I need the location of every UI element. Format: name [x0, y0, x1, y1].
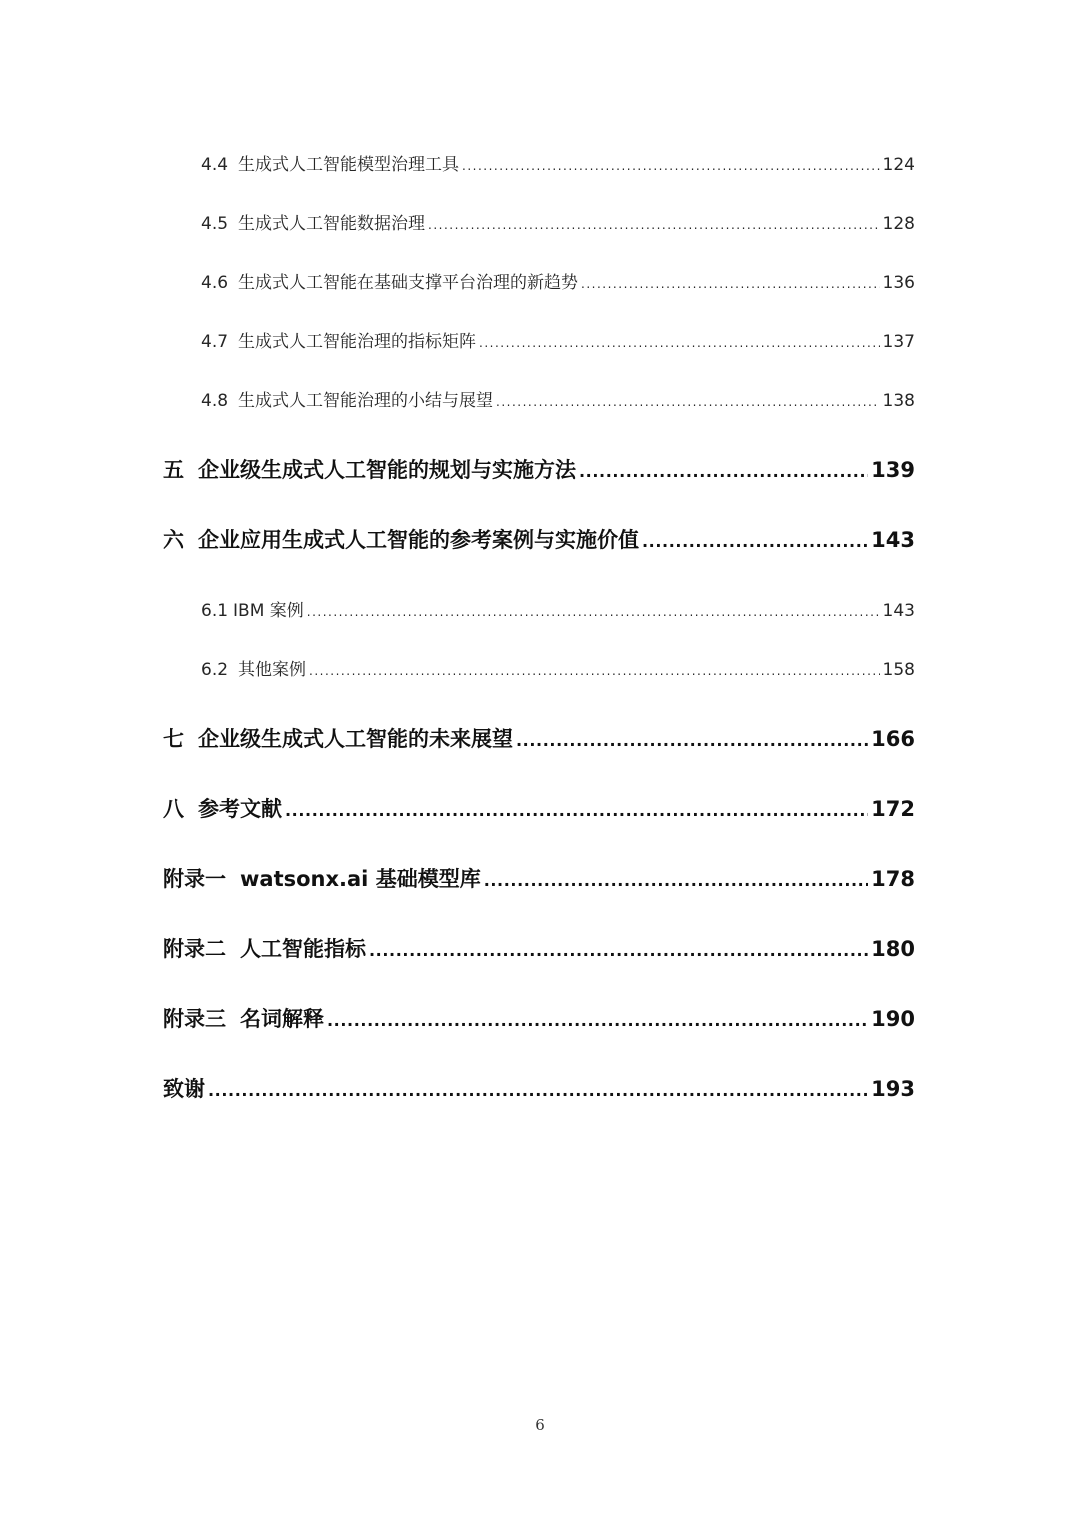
toc-dot-leader: [369, 941, 868, 960]
toc-entry-number: 4.5: [201, 214, 229, 234]
toc-entry-number: 4.8: [201, 391, 229, 411]
toc-entry-text: IBM 案例: [233, 601, 304, 621]
toc-entry-title: [163, 723, 513, 753]
toc-entry-title: [163, 1003, 324, 1033]
toc-acknowledgements[interactable]: [163, 1073, 915, 1103]
toc-entry-text: 生成式人工智能治理的小结与展望: [238, 391, 494, 411]
toc-entry-title: [201, 327, 476, 352]
toc-entry-text: 名词解释: [240, 1007, 324, 1031]
toc-entry-page: 124: [882, 155, 915, 175]
toc-dot-leader: [327, 1011, 868, 1030]
toc-appendix-2[interactable]: [163, 933, 915, 963]
toc-entry-page: 158: [882, 660, 915, 680]
toc-entry-4-5[interactable]: [201, 209, 915, 234]
toc-dot-leader: [479, 336, 880, 350]
toc-entry-text: watsonx.ai 基础模型库: [240, 867, 481, 891]
toc-entry-page: 193: [871, 1077, 915, 1101]
toc-entry-number: 附录一: [163, 867, 226, 891]
toc-entry-title: [163, 933, 366, 963]
toc-entry-4-6[interactable]: [201, 268, 915, 293]
toc-dot-leader: [285, 801, 868, 820]
toc-entry-page: 139: [871, 458, 915, 482]
toc-entry-text: 参考文献: [198, 797, 282, 821]
toc-entry-title: [163, 863, 481, 893]
toc-entry-text: 致谢: [163, 1077, 205, 1101]
toc-chapter-6[interactable]: [163, 524, 915, 554]
toc-entry-number: 6.2: [201, 660, 229, 680]
toc-entry-title: [201, 596, 304, 621]
toc-entry-number: 六: [163, 528, 184, 552]
toc-entry-page: 128: [882, 214, 915, 234]
toc-entry-number: 八: [163, 797, 184, 821]
toc-appendix-3[interactable]: [163, 1003, 915, 1033]
toc-entry-text: 企业级生成式人工智能的未来展望: [198, 727, 513, 751]
toc-entry-number: 4.6: [201, 273, 229, 293]
toc-entry-6-1[interactable]: [201, 596, 915, 621]
toc-appendix-1[interactable]: [163, 863, 915, 893]
toc-entry-text: 企业应用生成式人工智能的参考案例与实施价值: [198, 528, 639, 552]
toc-entry-page: 190: [871, 1007, 915, 1031]
toc-chapter-8[interactable]: [163, 793, 915, 823]
toc-entry-title: [163, 793, 282, 823]
toc-entry-page: 178: [871, 867, 915, 891]
toc-entry-title: [163, 454, 576, 484]
toc-entry-page: 136: [882, 273, 915, 293]
toc-entry-text: 人工智能指标: [240, 937, 366, 961]
toc-entry-number: 五: [163, 458, 184, 482]
toc-entry-text: 企业级生成式人工智能的规划与实施方法: [198, 458, 576, 482]
toc-dot-leader: [484, 871, 868, 890]
toc-entry-page: 180: [871, 937, 915, 961]
toc-entry-6-2[interactable]: [201, 655, 915, 680]
toc-dot-leader: [307, 605, 880, 619]
toc-entry-title: [163, 524, 639, 554]
toc-dot-leader: [208, 1081, 868, 1100]
toc-dot-leader: [579, 462, 868, 481]
toc-entry-4-8[interactable]: [201, 386, 915, 411]
toc-entry-text: 生成式人工智能模型治理工具: [238, 155, 460, 175]
toc-chapter-7[interactable]: [163, 723, 915, 753]
toc-entry-title: [201, 268, 578, 293]
toc-entry-4-7[interactable]: [201, 327, 915, 352]
toc-entry-text: 生成式人工智能治理的指标矩阵: [238, 332, 477, 352]
toc-entry-page: 143: [882, 601, 915, 621]
toc-entry-text: 其他案例: [238, 660, 307, 680]
page-number: 6: [535, 1416, 545, 1434]
toc-entry-text: 生成式人工智能在基础支撑平台治理的新趋势: [238, 273, 579, 293]
toc-entry-page: 137: [882, 332, 915, 352]
toc-dot-leader: [581, 277, 880, 291]
toc-dot-leader: [516, 731, 868, 750]
toc-entry-title: [201, 209, 425, 234]
toc-entry-page: 143: [871, 528, 915, 552]
toc-entry-number: 4.7: [201, 332, 229, 352]
toc-dot-leader: [428, 218, 880, 232]
toc-entry-page: 166: [871, 727, 915, 751]
toc-dot-leader: [496, 395, 880, 409]
toc-dot-leader: [642, 532, 868, 551]
toc-chapter-5[interactable]: [163, 454, 915, 484]
toc-entry-title: [163, 1073, 205, 1103]
toc-entry-title: [201, 655, 306, 680]
toc-entry-page: 172: [871, 797, 915, 821]
toc-entry-text: 生成式人工智能数据治理: [238, 214, 426, 234]
toc-entry-title: [201, 386, 493, 411]
toc-entry-title: [201, 150, 459, 175]
toc-entry-4-4[interactable]: [201, 150, 915, 175]
toc-entry-number: 附录三: [163, 1007, 226, 1031]
toc-entry-number: 4.4: [201, 155, 229, 175]
toc-entry-number: 附录二: [163, 937, 226, 961]
toc-entry-number: 6.1: [201, 601, 229, 621]
toc-entry-page: 138: [882, 391, 915, 411]
toc-entry-number: 七: [163, 727, 184, 751]
toc-dot-leader: [462, 159, 880, 173]
toc-dot-leader: [309, 664, 880, 678]
